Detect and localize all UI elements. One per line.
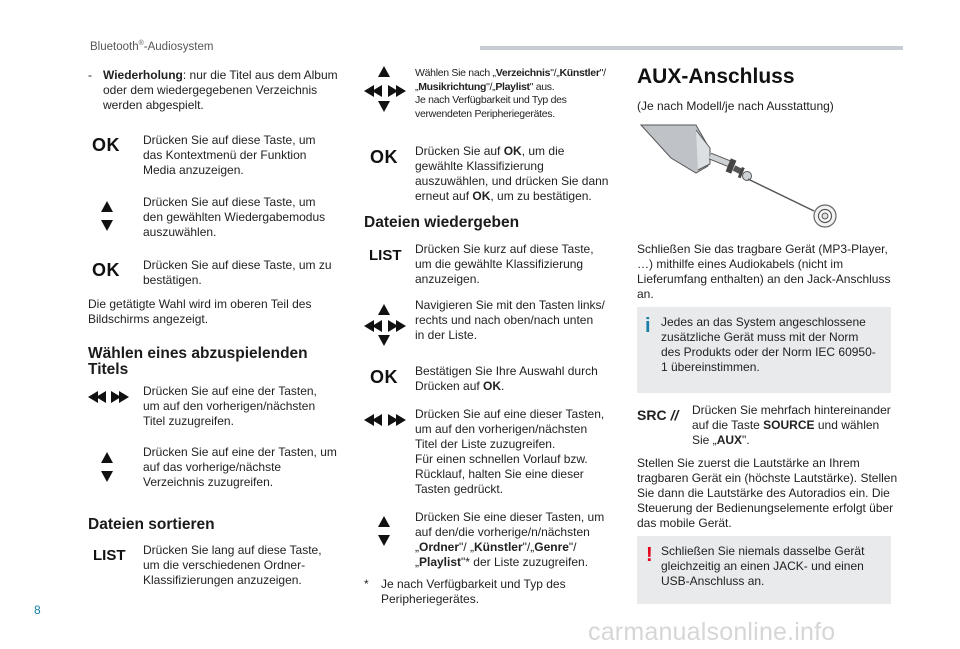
updown-mode-text: Drücken Sie auf diese Taste, um den gewählten Wiedergabemodus auszuwählen.	[143, 195, 326, 239]
list-button-icon: LIST	[369, 247, 402, 264]
updown-list-text: Drücken Sie eine dieser Tasten, um auf den/die vorherige/n/nächsten „Ordner"/ „Künstler"/„Genre"/„Playlist"* der Liste zuzugreifen.	[415, 510, 605, 569]
heading-sortieren: Dateien sortieren	[88, 516, 215, 533]
list-long-text: Drücken Sie lang auf diese Taste, um die verschiedenen Ordner-Klassifizierungen anzuzeigen.	[143, 543, 322, 587]
warning-icon: !	[646, 544, 653, 566]
heading-wiedergeben: Dateien wiedergeben	[364, 214, 520, 231]
list-button-icon: LIST	[93, 547, 126, 564]
jack-plug-illustration	[636, 118, 848, 230]
running-header: Bluetooth®-Audiosystem	[90, 40, 214, 53]
src-button-icon: SRC //	[637, 407, 679, 423]
choice-display-text: Die getätigte Wahl wird im oberen Teil des Bildschirms angezeigt.	[88, 297, 312, 326]
ok-classification-text: Drücken Sie auf OK, um die gewählte Klassifizierung auszuwählen, und drücken Sie dann erneut auf OK, um zu bestätigen.	[415, 144, 609, 203]
info-text: Jedes an das System angeschlossene zusätzliche Gerät muss mit der Norm des Produkts oder der Norm IEC 60950-1 übereinstimmen.	[661, 315, 876, 374]
wiederholung-item: - Wiederholung: nur die Titel aus dem Album oder dem wiedergegebenen Verzeichnis werden abgespielt.	[88, 68, 338, 112]
ok-button-icon: OK	[370, 147, 398, 167]
ok-context-text: Drücken Sie auf diese Taste, um das Kontextmenü der Funktion Media anzuzeigen.	[143, 133, 316, 177]
heading-waehlen: Wählen eines abzuspielenden Titels	[88, 345, 308, 378]
list-short-text: Drücken Sie kurz auf diese Taste, um die gewählte Klassifizierung anzuzeigen.	[415, 242, 594, 286]
updown-folder-text: Drücken Sie auf eine der Tasten, um auf das vorherige/nächste Verzeichnis zuzugreifen.	[143, 445, 337, 489]
page-number: 8	[34, 603, 41, 617]
ok-confirm-text: Drücken Sie auf diese Taste, um zu bestätigen.	[143, 258, 332, 287]
header-rule	[480, 46, 903, 50]
lr-track-text: Drücken Sie auf eine der Tasten, um auf den vorherigen/nächsten Titel zuzugreifen.	[143, 384, 317, 428]
footnote: * Je nach Verfügbarkeit und Typ des Peripheriegerätes.	[364, 577, 566, 606]
watermark: carmanualsonline.info	[588, 618, 836, 646]
classification-choice-text: Wählen Sie nach „Verzeichnis"/„Künstler"/ „Musikrichtung"/„Playlist" aus. Je nach Verfügbarkeit und Typ des verwendeten Peripheriegerätes.	[415, 67, 606, 120]
heading-aux: AUX-Anschluss	[637, 65, 795, 88]
navigate-text: Navigieren Sie mit den Tasten links/ rechts und nach oben/nach unten in der Liste.	[415, 298, 605, 342]
ok-select-text: Bestätigen Sie Ihre Auswahl durch Drücken auf OK.	[415, 364, 598, 393]
lr-list-text: Drücken Sie auf eine dieser Tasten, um auf den vorherigen/nächsten Titel der Liste zuzugreifen. Für einen schnellen Vorlauf bzw. Rücklauf, halten Sie eine dieser Tasten gedrückt.	[415, 407, 605, 496]
warning-box	[637, 536, 891, 604]
connect-text: Schließen Sie das tragbare Gerät (MP3-Player, …) mithilfe eines Audiokabels (nicht im Lieferumfang enthalten) an den Jack-Anschluss an.	[637, 242, 891, 301]
src-text: Drücken Sie mehrfach hintereinander auf die Taste SOURCE und wählen Sie „AUX".	[692, 403, 891, 447]
warning-text: Schließen Sie niemals dasselbe Gerät gleichzeitig an einen JACK- und einen USB-Anschluss an.	[661, 544, 865, 588]
info-box	[637, 307, 891, 393]
ok-button-icon: OK	[92, 260, 120, 280]
ok-button-icon: OK	[370, 367, 398, 387]
info-icon: i	[645, 315, 651, 337]
aux-subtitle: (Je nach Modell/je nach Ausstattung)	[637, 99, 834, 113]
volume-text: Stellen Sie zuerst die Lautstärke an Ihrem tragbaren Gerät ein (höchste Lautstärke). Stellen Sie dann die Lautstärke des Autoradios ein. Die Steuerung der Bedienungselemente erfolgt über das mobile Gerät.	[637, 456, 898, 530]
ok-button-icon: OK	[92, 135, 120, 155]
